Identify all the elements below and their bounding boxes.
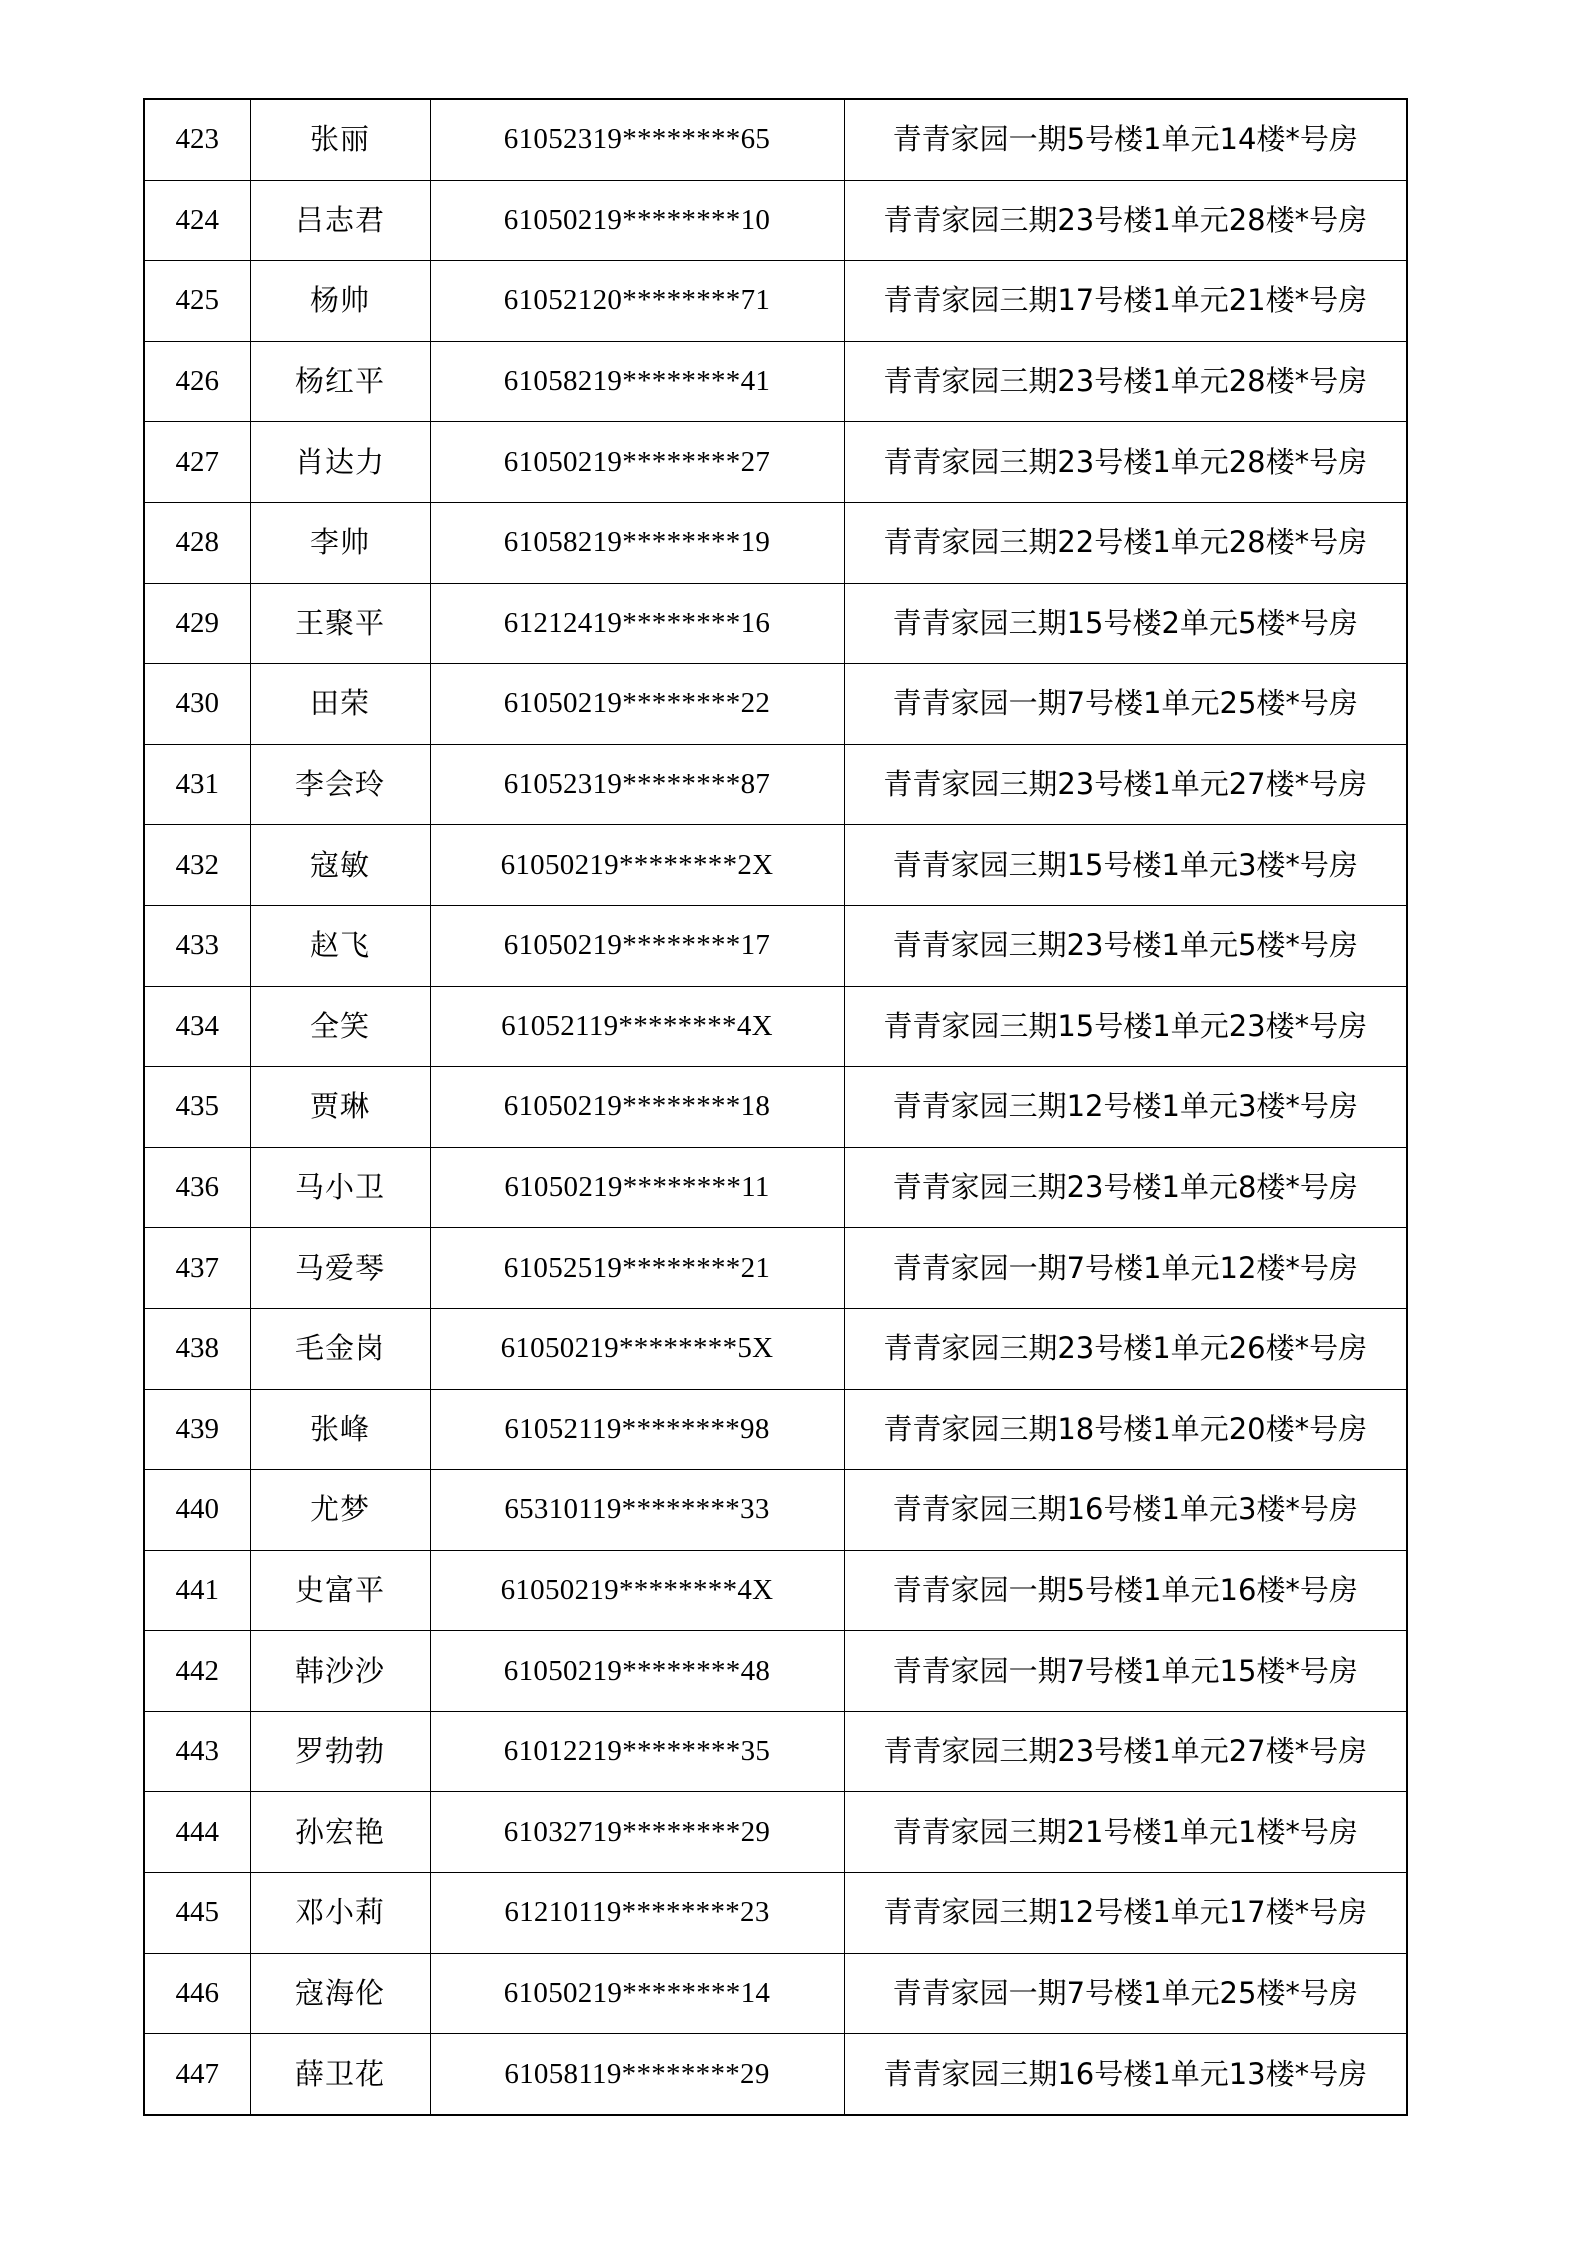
row-number-cell: 424 — [144, 180, 250, 261]
id-number-cell: 61050219********27 — [430, 422, 844, 503]
name-cell: 史富平 — [250, 1550, 430, 1631]
address-cell: 青青家园三期12号楼1单元17楼*号房 — [844, 1873, 1407, 1954]
table-row — [144, 180, 1407, 261]
row-number-cell: 425 — [144, 261, 250, 342]
id-number-cell: 61050219********5X — [430, 1308, 844, 1389]
address-cell: 青青家园三期23号楼1单元5楼*号房 — [844, 905, 1407, 986]
row-number-cell: 427 — [144, 422, 250, 503]
address-cell: 青青家园一期7号楼1单元15楼*号房 — [844, 1631, 1407, 1712]
address-cell: 青青家园三期22号楼1单元28楼*号房 — [844, 502, 1407, 583]
name-cell: 肖达力 — [250, 422, 430, 503]
address-cell: 青青家园三期12号楼1单元3楼*号房 — [844, 1067, 1407, 1148]
name-cell: 韩沙沙 — [250, 1631, 430, 1712]
row-number-cell: 437 — [144, 1228, 250, 1309]
row-number-cell: 423 — [144, 99, 250, 180]
name-cell: 全笑 — [250, 986, 430, 1067]
table-row — [144, 1711, 1407, 1792]
roster-table — [143, 98, 1408, 2116]
name-cell: 薛卫花 — [250, 2034, 430, 2115]
table-row — [144, 664, 1407, 745]
row-number-cell: 428 — [144, 502, 250, 583]
id-number-cell: 61058219********19 — [430, 502, 844, 583]
address-cell: 青青家园三期18号楼1单元20楼*号房 — [844, 1389, 1407, 1470]
row-number-cell: 430 — [144, 664, 250, 745]
table-row — [144, 1228, 1407, 1309]
name-cell: 杨红平 — [250, 341, 430, 422]
address-cell: 青青家园三期23号楼1单元28楼*号房 — [844, 341, 1407, 422]
id-number-cell: 61050219********4X — [430, 1550, 844, 1631]
id-number-cell: 61052120********71 — [430, 261, 844, 342]
address-cell: 青青家园三期23号楼1单元28楼*号房 — [844, 180, 1407, 261]
name-cell: 张丽 — [250, 99, 430, 180]
name-cell: 寇海伦 — [250, 1953, 430, 2034]
row-number-cell: 432 — [144, 825, 250, 906]
id-number-cell: 61058219********41 — [430, 341, 844, 422]
row-number-cell: 431 — [144, 744, 250, 825]
name-cell: 吕志君 — [250, 180, 430, 261]
row-number-cell: 426 — [144, 341, 250, 422]
id-number-cell: 61050219********48 — [430, 1631, 844, 1712]
address-cell: 青青家园三期23号楼1单元28楼*号房 — [844, 422, 1407, 503]
table-row — [144, 905, 1407, 986]
id-number-cell: 61050219********10 — [430, 180, 844, 261]
address-cell: 青青家园三期23号楼1单元27楼*号房 — [844, 1711, 1407, 1792]
id-number-cell: 61050219********11 — [430, 1147, 844, 1228]
address-cell: 青青家园一期5号楼1单元14楼*号房 — [844, 99, 1407, 180]
id-number-cell: 61052119********4X — [430, 986, 844, 1067]
id-number-cell: 61050219********18 — [430, 1067, 844, 1148]
name-cell: 贾琳 — [250, 1067, 430, 1148]
address-cell: 青青家园三期15号楼1单元23楼*号房 — [844, 986, 1407, 1067]
id-number-cell: 61058119********29 — [430, 2034, 844, 2115]
address-cell: 青青家园三期15号楼1单元3楼*号房 — [844, 825, 1407, 906]
name-cell: 马爱琴 — [250, 1228, 430, 1309]
name-cell: 邓小莉 — [250, 1873, 430, 1954]
table-row — [144, 1470, 1407, 1551]
row-number-cell: 444 — [144, 1792, 250, 1873]
table-row — [144, 1147, 1407, 1228]
id-number-cell: 61050219********2X — [430, 825, 844, 906]
id-number-cell: 61052119********98 — [430, 1389, 844, 1470]
table-row — [144, 1308, 1407, 1389]
address-cell: 青青家园三期23号楼1单元26楼*号房 — [844, 1308, 1407, 1389]
table-row — [144, 1873, 1407, 1954]
table-row — [144, 99, 1407, 180]
roster-table-body — [144, 99, 1407, 2115]
row-number-cell: 439 — [144, 1389, 250, 1470]
id-number-cell: 61050219********14 — [430, 1953, 844, 2034]
row-number-cell: 435 — [144, 1067, 250, 1148]
address-cell: 青青家园三期23号楼1单元8楼*号房 — [844, 1147, 1407, 1228]
name-cell: 李帅 — [250, 502, 430, 583]
row-number-cell: 443 — [144, 1711, 250, 1792]
address-cell: 青青家园三期17号楼1单元21楼*号房 — [844, 261, 1407, 342]
table-row — [144, 1953, 1407, 2034]
name-cell: 王聚平 — [250, 583, 430, 664]
row-number-cell: 438 — [144, 1308, 250, 1389]
name-cell: 杨帅 — [250, 261, 430, 342]
row-number-cell: 433 — [144, 905, 250, 986]
name-cell: 张峰 — [250, 1389, 430, 1470]
address-cell: 青青家园三期16号楼1单元3楼*号房 — [844, 1470, 1407, 1551]
row-number-cell: 447 — [144, 2034, 250, 2115]
row-number-cell: 441 — [144, 1550, 250, 1631]
table-row — [144, 1067, 1407, 1148]
address-cell: 青青家园三期23号楼1单元27楼*号房 — [844, 744, 1407, 825]
table-row — [144, 744, 1407, 825]
name-cell: 罗勃勃 — [250, 1711, 430, 1792]
table-row — [144, 583, 1407, 664]
address-cell: 青青家园三期21号楼1单元1楼*号房 — [844, 1792, 1407, 1873]
name-cell: 孙宏艳 — [250, 1792, 430, 1873]
table-row — [144, 1631, 1407, 1712]
name-cell: 毛金岗 — [250, 1308, 430, 1389]
id-number-cell: 61012219********35 — [430, 1711, 844, 1792]
table-row — [144, 1550, 1407, 1631]
row-number-cell: 434 — [144, 986, 250, 1067]
table-row — [144, 422, 1407, 503]
table-row — [144, 1389, 1407, 1470]
table-row — [144, 341, 1407, 422]
address-cell: 青青家园一期7号楼1单元25楼*号房 — [844, 1953, 1407, 2034]
row-number-cell: 445 — [144, 1873, 250, 1954]
address-cell: 青青家园三期16号楼1单元13楼*号房 — [844, 2034, 1407, 2115]
address-cell: 青青家园一期7号楼1单元25楼*号房 — [844, 664, 1407, 745]
table-row — [144, 261, 1407, 342]
name-cell: 尤梦 — [250, 1470, 430, 1551]
id-number-cell: 61052319********87 — [430, 744, 844, 825]
row-number-cell: 446 — [144, 1953, 250, 2034]
name-cell: 赵飞 — [250, 905, 430, 986]
table-row — [144, 986, 1407, 1067]
name-cell: 李会玲 — [250, 744, 430, 825]
row-number-cell: 442 — [144, 1631, 250, 1712]
table-row — [144, 825, 1407, 906]
row-number-cell: 436 — [144, 1147, 250, 1228]
id-number-cell: 61032719********29 — [430, 1792, 844, 1873]
id-number-cell: 61050219********17 — [430, 905, 844, 986]
id-number-cell: 61050219********22 — [430, 664, 844, 745]
id-number-cell: 65310119********33 — [430, 1470, 844, 1551]
address-cell: 青青家园三期15号楼2单元5楼*号房 — [844, 583, 1407, 664]
name-cell: 马小卫 — [250, 1147, 430, 1228]
address-cell: 青青家园一期7号楼1单元12楼*号房 — [844, 1228, 1407, 1309]
id-number-cell: 61052319********65 — [430, 99, 844, 180]
id-number-cell: 61210119********23 — [430, 1873, 844, 1954]
address-cell: 青青家园一期5号楼1单元16楼*号房 — [844, 1550, 1407, 1631]
table-row — [144, 2034, 1407, 2115]
table-row — [144, 502, 1407, 583]
row-number-cell: 440 — [144, 1470, 250, 1551]
id-number-cell: 61212419********16 — [430, 583, 844, 664]
name-cell: 寇敏 — [250, 825, 430, 906]
id-number-cell: 61052519********21 — [430, 1228, 844, 1309]
row-number-cell: 429 — [144, 583, 250, 664]
table-row — [144, 1792, 1407, 1873]
name-cell: 田荣 — [250, 664, 430, 745]
